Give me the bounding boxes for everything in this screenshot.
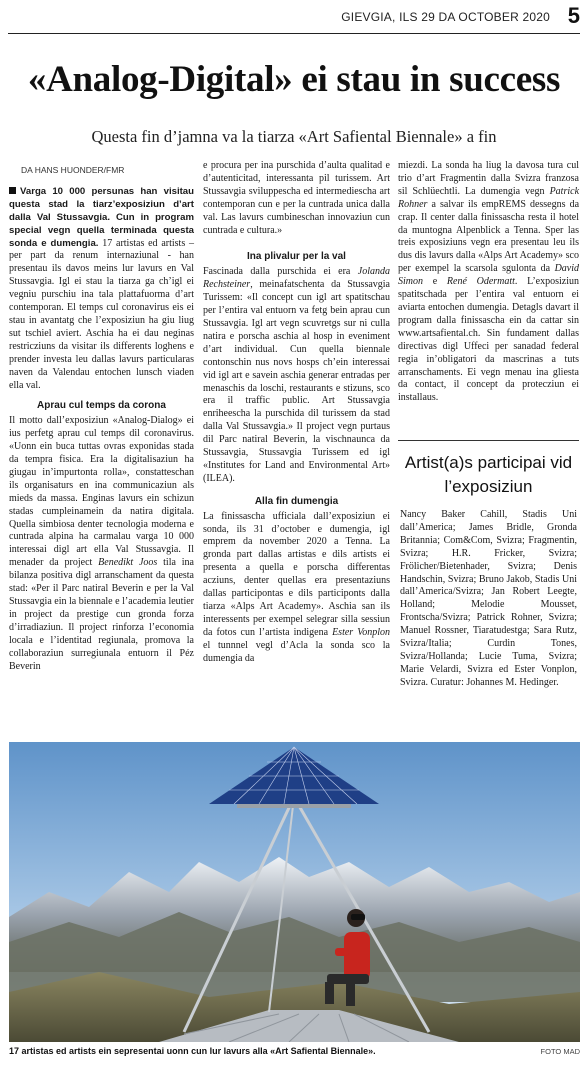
person-name: Jolanda Rechsteiner (203, 266, 390, 291)
participants-infobox (398, 440, 579, 742)
photo-credit: FOTO MAD (540, 1047, 580, 1056)
person-name: David Simon (398, 263, 580, 288)
infobox-text: Nancy Baker Cahill, Stadis Uni dall’America; James Bridle, Gronda Britannia; Com&Com, Svizra; Fragmentin, Svizra; H.R. Fricker, Svizra; Frölicher/Bietenhader, Svizra; Denis Handschin, Svizra; Bruno Jakob, Stadis Uni dall’America/Svizra; Jan Robert Leegte, Holland; Melodie Mousset, Frontscha/Svizra; Patrick Rohner, Svizra; Manuel Rossner, Tiaratudestga; Sara Rutz, Svizra/Italia; Curdin Tones, Svizra/Hollanda; Lucie Tuma, Svizra; Marie Velardi, Svizra ed Ester Vonplon, Svizra. Curatur: Johannes M. Hedinger. (400, 509, 577, 688)
person-name: Ester Vonplon (332, 626, 391, 638)
infobox-title: Artist(a)s participai vid l’exposiziun (404, 453, 573, 496)
article-column-1 (9, 158, 194, 673)
section-title-plivalur: Ina plivalur per la val (247, 251, 346, 263)
mountain-landscape-image (9, 742, 580, 1042)
body-text: 17 artistas ed artists – per part da renum internaziunal - han presentau ils davos meins lur lavurs en Val Stussavgia. Igl ei stau la tiarza ga ch’igl ei vegniu purschiu ina tala plattafuorma d’art contemporan. El temps cul coronavirus eis ei stau in avantatg che l’exposiziun ha giu liug sut tschiel aviert. Aschia ha ei dau neginas restricziuns da visitar ils differents loghens e prender investa leu dallas lavurs particularas naven da Valendau entochen lunsch viaden ella val. (9, 237, 194, 391)
body-paragraph: e procura per ina purschida d’aulta qualitad e d’autenticitad, interessanta pil turissem. Art Stussavgia sviluppescha ed intermediescha art contemporan cun e per la cuntrada unica dalla val. Las lavurs cumbineschan innovaziun cun cuntrada e cultura.» (203, 160, 390, 236)
body-paragraph: La finissascha ufficiala dall’exposiziun ei sonda, ils 31 d’october e dumengia, igl emprem da november 2020 a Tenna. La gronda part dallas artistas e dils artists ei presenta a quella e porscha differentas acziuns, denter quellas era presentaziuns dallas participontas e dils participonts dalla tiarza «Alps Art Academy». Aschia san ils interessents per exempel selegrar silla sessiun da fotos cun l’artista indigena Ester Vonplon el tunnnel vegl d’Acla la sonda sco la dumengia da (203, 510, 391, 664)
article-photo (9, 742, 580, 1042)
lead-paragraph (9, 186, 194, 393)
person-name: Patrick Rohner (398, 185, 580, 210)
article-column-2 (203, 160, 390, 666)
photo-caption: 17 artistas ed artists ein sepresentai uonn cun lur lavurs alla «Art Safiental Biennale». (9, 1046, 376, 1056)
person-name: Benedikt Joos (98, 557, 158, 569)
page-number: 5 (567, 3, 580, 28)
body-paragraph: Fascinada dalla purschida ei era Jolanda Rechsteiner, meinafatschenta da Stussavgia Turissem: «Il concept cun igl art spatitschau per l’entira val entuorn va fetg bein aprau cun Stussavgia. Igl art vegn scuvretgs sur ni culla natira e porscha aschia al hosp in eveniment d’art individual. Cun quella biennale contonschin nus novs hosps ch’ein interessai vid igl art e savein aschia generar entradas per menaschis da loschi, restaurants e stizuns, sco era il traffic public. Art Stussavgia enriheescha la purschida dil turissem da stad dalla Val Stussavgia.» Il project vegn purtaus dil Parc natiral Beverin, la vischnaunca da Stussavgia, Stussavgia Turissem ed igl «Institutes for Land and Environmental Art» (ILEA). (203, 266, 390, 484)
lead-text: Varga 10 000 persunas han visitau questa stad la tiarz’exposiziun d’art dalla Val Stussavgia. Cun in program special vegn quella terminada questa sonda e dumengia. (9, 185, 194, 249)
issue-date: GIEVGIA, ILS 29 DA OCTOBER 2020 (341, 10, 550, 24)
page-header (0, 0, 588, 36)
article-headline: «Analog-Digital» ei stau in success (27, 59, 561, 100)
header-rule (8, 33, 580, 34)
person-name: René Odermatt (446, 276, 515, 288)
article-subheadline: Questa fin d’jamna va la tiarza «Art Safiental Biennale» a fin (91, 127, 497, 146)
section-title-dumengia: Alla fin dumengia (254, 495, 339, 507)
article-column-3 (398, 160, 579, 405)
section-title-corona: Aprau cul temps da corona (37, 400, 166, 412)
body-paragraph: Il motto dall’exposiziun «Analog-Dialog» ei ius perfetg aprau cul temps dil coronavirus. «Uonn ein buca tuttas ovras exponidas stada da tempra fisica. Era la digitalisaziun ha giugau in’impurtonta rolla», constatteschan ils organisaturs en ina communicaziun als mieds da massa. Enginas lavurs ein schizun stadas cumpleinamein da natira digitala. Quella simbiosa denter tecnologia moderna e cuntrada alpina ha carmalau varga 10 000 interessai digl art ella Val Stussavgia. Il menader da project Benedikt Joos tila ina bilanza positiva digl arranschament da questa stad: «Per il Parc natiral Beverin e per la Val Stussavgia ein la biennale e l’academia leutier in project da prestige cun gronda forza d’irradiaziun. Il project rinforza l’economia locala e l’identitad regiunala, promova la collaboraziun surregiunala entuorn il Péz Beverin (9, 415, 194, 672)
body-paragraph: miezdi. La sonda ha liug la davosa tura cul trio d’art Fragmentin dalla Svizra franzosa sil Schlüechtli. La dumengia vegn Patrick Rohner a salvar ils empREMS dessegns da crap. Il center dalla finissascha resta il hotel da muntogna Alpenblick a Tenna. Sper las treis exposiziuns vegn era presentau leu ils dus dis lavurs dalla «Alps Art Academy» sco per exempel la scarsola sgulonta da David Simon e René Odermatt. L’exposiziun spatitschada per l’entira val entuorn ei aviarta entochen dumengia. Detagls davart il program dalla finissascha ein da cattar sin www.artsafiental.ch. Sin fundament dallas directivas digl Uffeci per sanadad federal regia in’obligatori da mascrinas a tuts arranschaments. Ei vegn menau ina gliesta da contact, il concept da protecziun ei installaus. (398, 160, 580, 404)
byline: DA HANS HUONDER/FMR (21, 165, 125, 175)
